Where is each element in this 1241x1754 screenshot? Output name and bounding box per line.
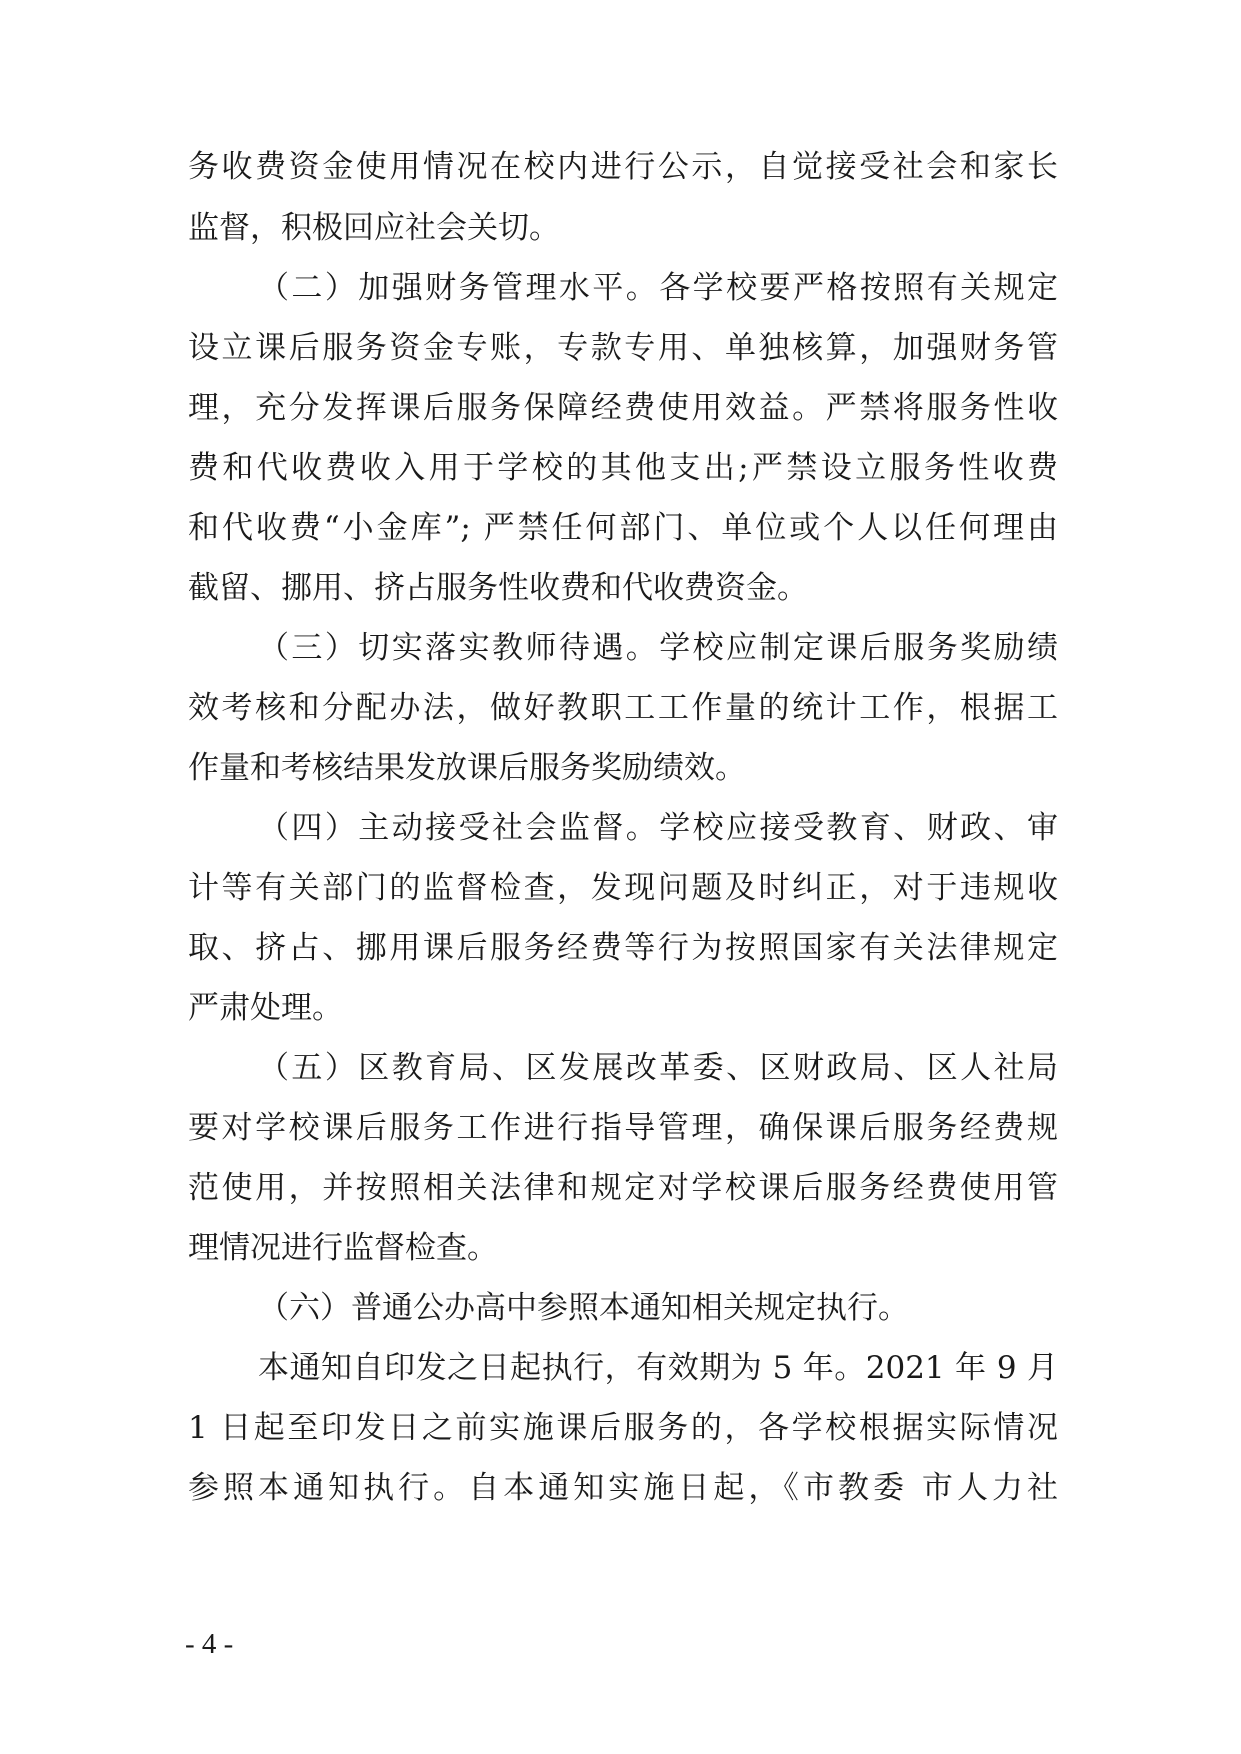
text-line: 取、挤占、挪用课后服务经费等行为按照国家有关法律规定 — [188, 930, 1058, 966]
paragraph-heading-line: （二）加强财务管理水平。各学校要严格按照有关规定 — [258, 270, 1058, 306]
paragraph-heading-line: （三）切实落实教师待遇。学校应制定课后服务奖励绩 — [258, 630, 1058, 666]
text-line: 理情况进行监督检查。 — [188, 1230, 498, 1266]
text-line: 严肃处理。 — [188, 990, 343, 1026]
paragraph-first-line: 本通知自印发之日起执行，有效期为 5 年。2021 年 9 月 — [258, 1350, 1058, 1386]
text-line: 监督，积极回应社会关切。 — [188, 210, 560, 246]
paragraph-heading-line: （四）主动接受社会监督。学校应接受教育、财政、审 — [258, 810, 1058, 846]
text-line: 设立课后服务资金专账，专款专用、单独核算，加强财务管 — [188, 330, 1058, 366]
text-line: 计等有关部门的监督检查，发现问题及时纠正，对于违规收 — [188, 870, 1058, 906]
paragraph-heading-line: （六）普通公办高中参照本通知相关规定执行。 — [258, 1290, 909, 1326]
text-line: 参照本通知执行。自本通知实施日起，《市教委 市人力社 — [188, 1470, 1058, 1506]
text-line: 和代收费“小金库”; 严禁任何部门、单位或个人以任何理由 — [188, 510, 1058, 546]
text-line: 截留、挪用、挤占服务性收费和代收费资金。 — [188, 570, 808, 606]
text-line: 1 日起至印发日之前实施课后服务的，各学校根据实际情况 — [188, 1410, 1058, 1446]
text-line: 理，充分发挥课后服务保障经费使用效益。严禁将服务性收 — [188, 390, 1058, 426]
page-number: - 4 - — [185, 1628, 234, 1660]
paragraph-heading-line: （五）区教育局、区发展改革委、区财政局、区人社局 — [258, 1050, 1058, 1086]
text-line: 范使用，并按照相关法律和规定对学校课后服务经费使用管 — [188, 1170, 1058, 1206]
text-line: 要对学校课后服务工作进行指导管理，确保课后服务经费规 — [188, 1110, 1058, 1146]
text-line: 费和代收费收入用于学校的其他支出;严禁设立服务性收费 — [188, 450, 1058, 486]
text-line: 效考核和分配办法，做好教职工工作量的统计工作，根据工 — [188, 690, 1058, 726]
text-line: 作量和考核结果发放课后服务奖励绩效。 — [188, 750, 746, 786]
text-line: 务收费资金使用情况在校内进行公示，自觉接受社会和家长 — [188, 149, 1058, 185]
